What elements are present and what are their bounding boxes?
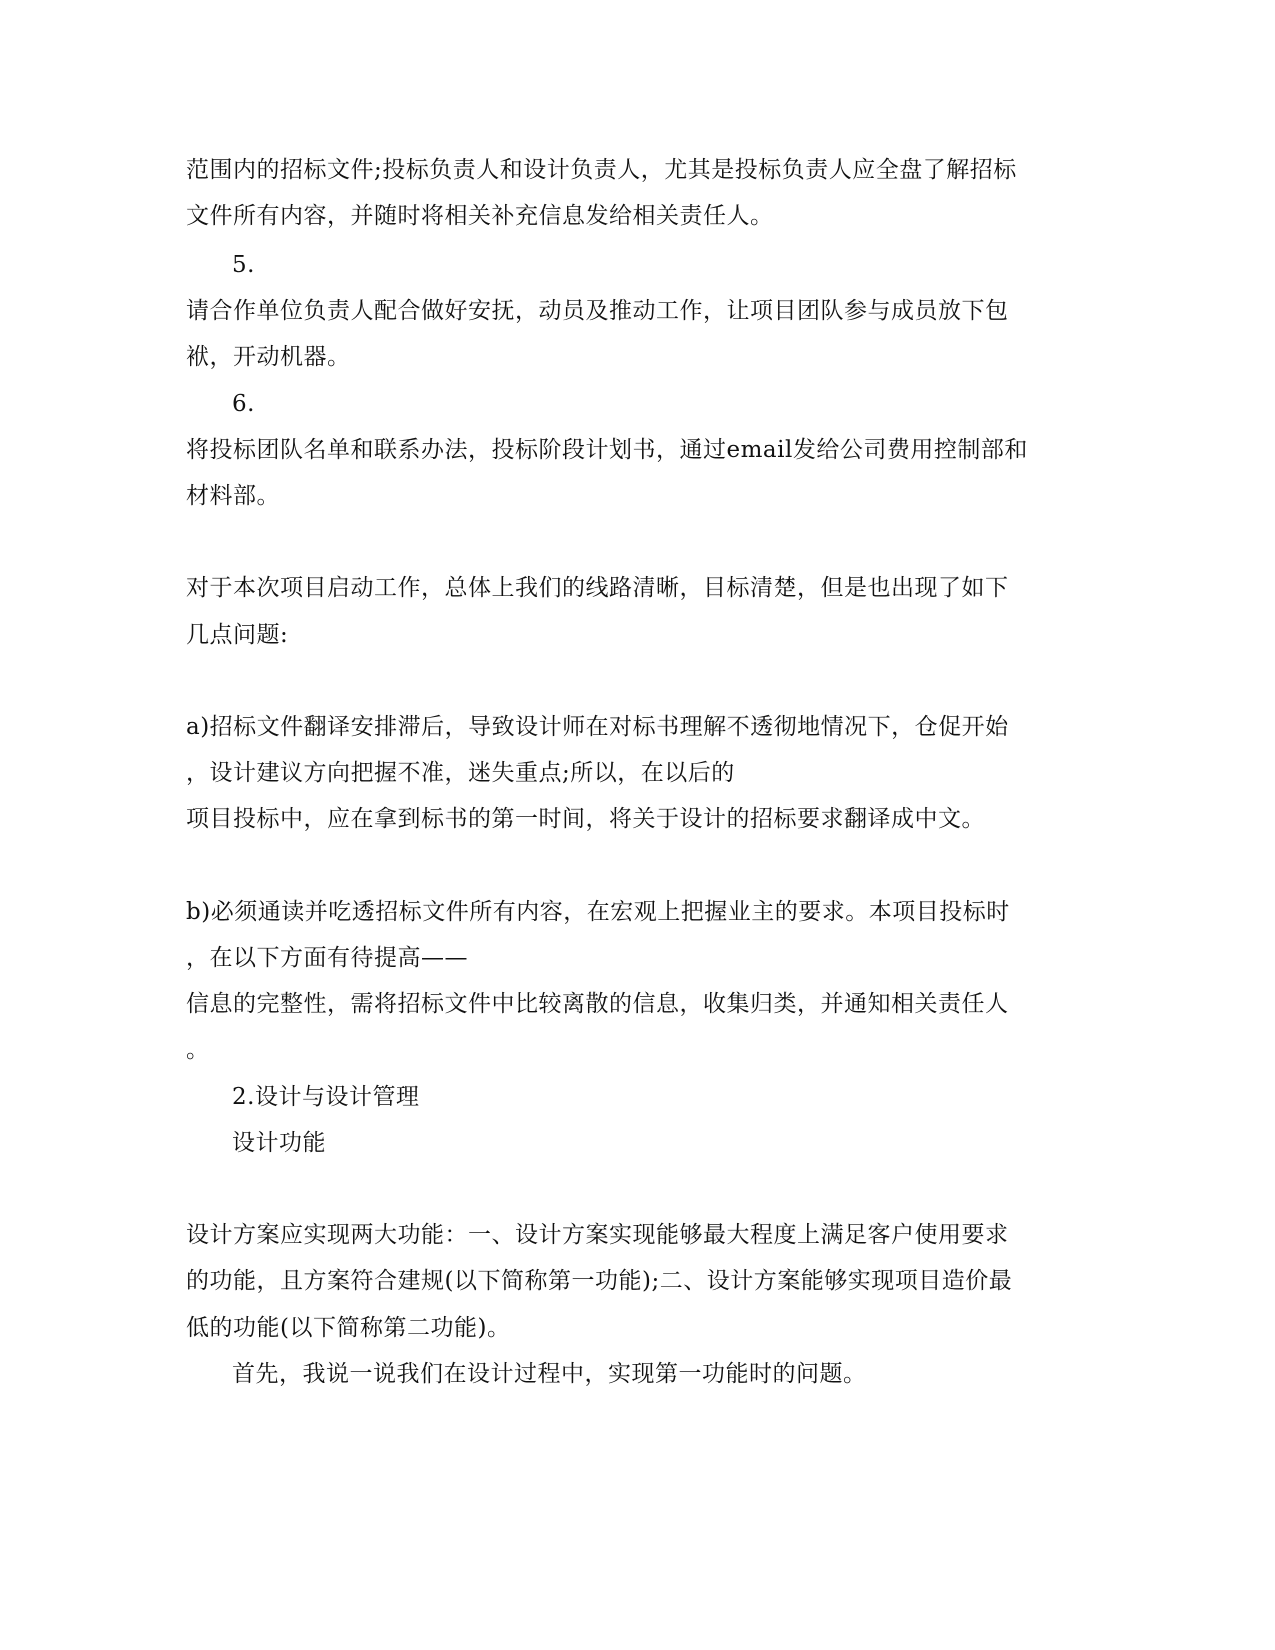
item-number: 6. xyxy=(232,391,255,417)
text-line: a)招标文件翻译安排滞后，导致设计师在对标书理解不透彻地情况下，仓促开始 xyxy=(186,714,1009,740)
text-line: b)必须通读并吃透招标文件所有内容，在宏观上把握业主的要求。本项目投标时 xyxy=(186,899,1010,925)
text-line: 范围内的招标文件;投标负责人和设计负责人，尤其是投标负责人应全盘了解招标 xyxy=(186,157,1017,183)
text-line: 首先，我说一说我们在设计过程中，实现第一功能时的问题。 xyxy=(232,1361,867,1387)
text-line: 将投标团队名单和联系办法，投标阶段计划书，通过email发给公司费用控制部和 xyxy=(186,437,1028,463)
section-heading: 2.设计与设计管理 xyxy=(232,1084,420,1110)
text-line: 对于本次项目启动工作，总体上我们的线路清晰，目标清楚，但是也出现了如下 xyxy=(186,575,1009,601)
text-line: 信息的完整性，需将招标文件中比较离散的信息，收集归类，并通知相关责任人 xyxy=(186,991,1009,1017)
text-line: 低的功能(以下简称第二功能)。 xyxy=(186,1315,511,1341)
text-line: 几点问题: xyxy=(186,622,289,648)
sub-heading: 设计功能 xyxy=(232,1130,326,1156)
text-line: 文件所有内容，并随时将相关补充信息发给相关责任人。 xyxy=(186,203,774,229)
text-line: 设计方案应实现两大功能：一、设计方案实现能够最大程度上满足客户使用要求 xyxy=(186,1222,1009,1248)
text-line: ，设计建议方向把握不准，迷失重点;所以，在以后的 xyxy=(186,760,735,786)
text-line: 请合作单位负责人配合做好安抚，动员及推动工作，让项目团队参与成员放下包 xyxy=(186,298,1009,324)
text-line: ，在以下方面有待提高—— xyxy=(186,945,468,971)
text-line: 。 xyxy=(186,1037,210,1063)
text-line: 材料部。 xyxy=(186,483,280,509)
text-line: 的功能，且方案符合建规(以下简称第一功能);二、设计方案能够实现项目造价最 xyxy=(186,1268,1013,1294)
text-line: 项目投标中，应在拿到标书的第一时间，将关于设计的招标要求翻译成中文。 xyxy=(186,806,985,832)
text-line: 袱，开动机器。 xyxy=(186,344,351,370)
item-number: 5. xyxy=(232,252,255,278)
